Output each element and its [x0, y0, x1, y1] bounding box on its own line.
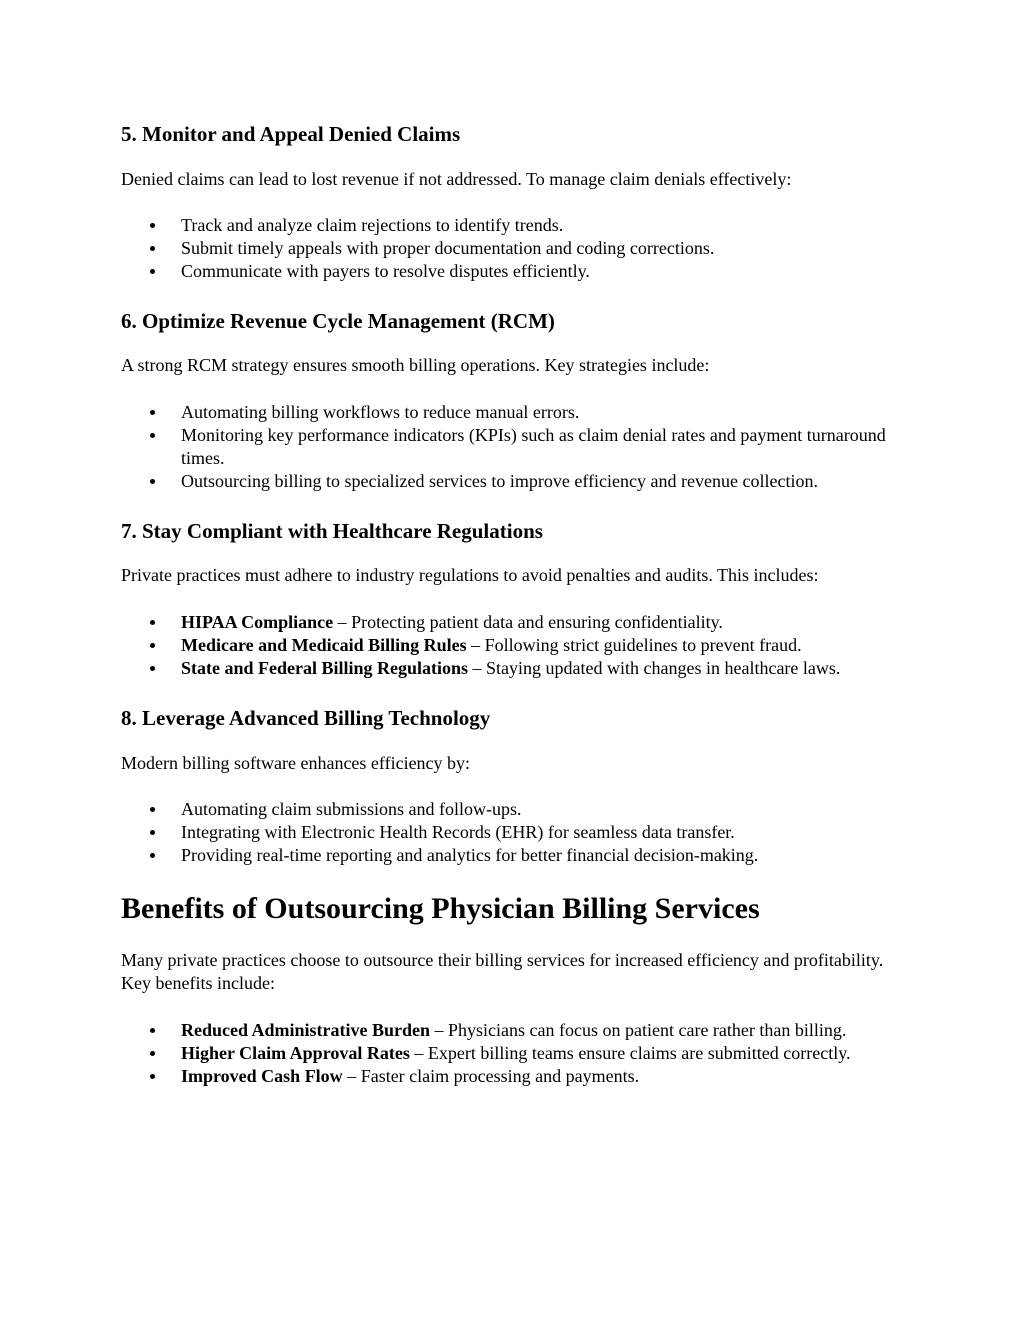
list-item-term: Reduced Administrative Burden	[181, 1020, 431, 1040]
list-item: State and Federal Billing Regulations – Staying updated with changes in healthcare laws.	[181, 657, 911, 680]
list-item: Providing real-time reporting and analytics for better financial decision-making.	[181, 844, 911, 867]
bullet-list	[121, 1019, 911, 1088]
list-item: Improved Cash Flow – Faster claim processing and payments.	[181, 1065, 911, 1088]
list-item-term: HIPAA Compliance	[181, 612, 334, 632]
list-item: Automating claim submissions and follow-ups.	[181, 798, 911, 821]
benefits-intro: Many private practices choose to outsource their billing services for increased efficiency and profitability. Key benefits include:	[121, 950, 884, 993]
section-heading: 8. Leverage Advanced Billing Technology	[121, 706, 491, 730]
section-intro: Denied claims can lead to lost revenue if not addressed. To manage claim denials effectively:	[121, 169, 792, 189]
list-item: Higher Claim Approval Rates – Expert billing teams ensure claims are submitted correctly.	[181, 1042, 911, 1065]
list-item: Reduced Administrative Burden – Physicians can focus on patient care rather than billing.	[181, 1019, 911, 1042]
list-item: Outsourcing billing to specialized services to improve efficiency and revenue collection.	[181, 470, 911, 493]
list-item: Automating billing workflows to reduce manual errors.	[181, 401, 911, 424]
section-heading: 6. Optimize Revenue Cycle Management (RCM)	[121, 309, 555, 333]
bullet-list	[121, 401, 911, 493]
list-item: Track and analyze claim rejections to identify trends.	[181, 214, 911, 237]
list-item: Monitoring key performance indicators (KPIs) such as claim denial rates and payment turnaround times.	[181, 424, 911, 470]
section-intro: Private practices must adhere to industry regulations to avoid penalties and audits. This includes:	[121, 565, 819, 585]
document-page	[121, 120, 911, 1088]
section-intro: Modern billing software enhances efficiency by:	[121, 753, 471, 773]
section-heading: 7. Stay Compliant with Healthcare Regulations	[121, 519, 543, 543]
list-item: Medicare and Medicaid Billing Rules – Following strict guidelines to prevent fraud.	[181, 634, 911, 657]
list-item: Integrating with Electronic Health Records (EHR) for seamless data transfer.	[181, 821, 911, 844]
section-intro: A strong RCM strategy ensures smooth billing operations. Key strategies include:	[121, 355, 710, 375]
bullet-list	[121, 611, 911, 680]
bullet-list	[121, 798, 911, 867]
benefits-heading: Benefits of Outsourcing Physician Billing Services	[121, 892, 760, 925]
list-item: Submit timely appeals with proper documentation and coding corrections.	[181, 237, 911, 260]
bullet-list	[121, 214, 911, 283]
list-item-term: State and Federal Billing Regulations	[181, 658, 469, 678]
list-item-term: Higher Claim Approval Rates	[181, 1043, 410, 1063]
list-item: Communicate with payers to resolve disputes efficiently.	[181, 260, 911, 283]
list-item-term: Improved Cash Flow	[181, 1066, 343, 1086]
list-item-term: Medicare and Medicaid Billing Rules	[181, 635, 467, 655]
section-heading: 5. Monitor and Appeal Denied Claims	[121, 122, 461, 146]
list-item: HIPAA Compliance – Protecting patient data and ensuring confidentiality.	[181, 611, 911, 634]
